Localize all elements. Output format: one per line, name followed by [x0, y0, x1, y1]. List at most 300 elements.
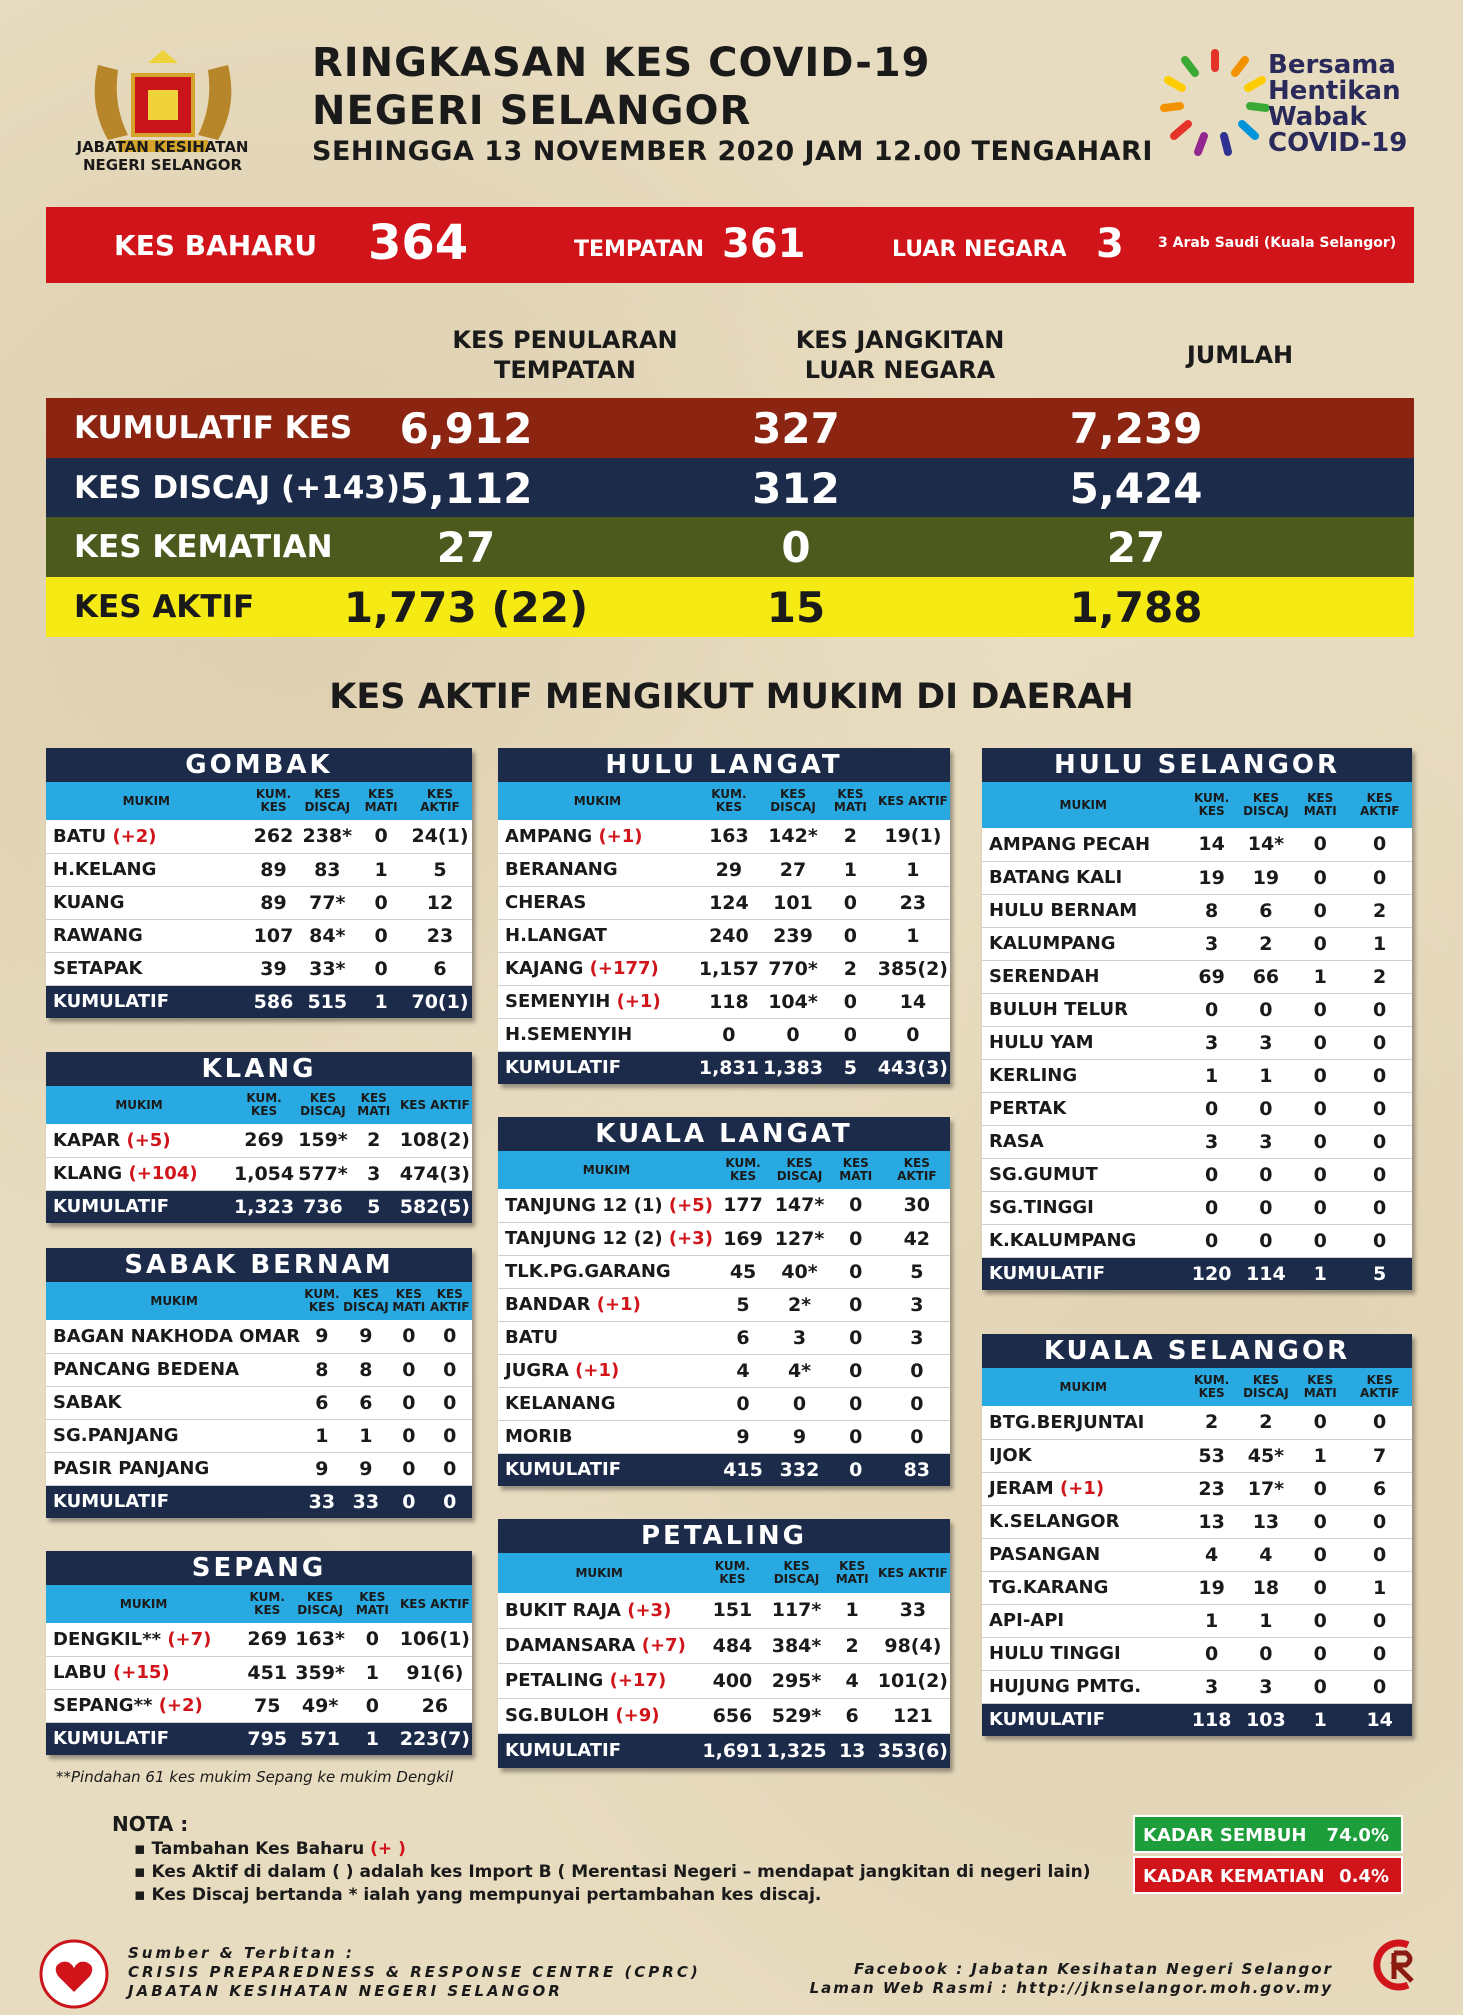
value-cell: 770*: [761, 952, 825, 985]
mukim-cell: HULU BERNAM: [982, 894, 1185, 927]
mukim-cell: IJOK: [982, 1439, 1185, 1472]
table-row: [982, 1637, 1412, 1670]
mukim-cell: KUMULATIF: [498, 1453, 715, 1486]
value-cell: 400: [700, 1663, 764, 1698]
summary-value: 15: [766, 583, 826, 632]
value-cell: 9: [302, 1320, 342, 1353]
value-cell: 0: [1239, 1191, 1293, 1224]
column-header-mukim: MUKIM: [46, 782, 247, 820]
summary-col-total: JUMLAH: [1186, 341, 1294, 369]
table-row: [982, 1439, 1412, 1472]
table-row: [982, 1538, 1412, 1571]
value-cell: 7: [1347, 1439, 1412, 1472]
value-cell: 9: [302, 1452, 342, 1485]
social-links: [810, 1960, 1333, 1998]
value-cell: 2: [1347, 894, 1412, 927]
mukim-cell: KAJANG (+177): [498, 952, 697, 985]
value-cell: 0: [1347, 861, 1412, 894]
mukim-cell: SETAPAK: [46, 952, 247, 985]
value-cell: 1: [302, 1419, 342, 1452]
mukim-cell: KALUMPANG: [982, 927, 1185, 960]
column-header-mukim: MUKIM: [46, 1585, 241, 1623]
value-cell: 6: [1239, 894, 1293, 927]
value-cell: 0: [1185, 1191, 1239, 1224]
value-cell: 49*: [293, 1689, 347, 1722]
summary-value: 6,912: [399, 404, 533, 453]
value-cell: 3: [1239, 1125, 1293, 1158]
value-cell: 13: [829, 1733, 876, 1768]
district-name: SEPANG: [46, 1551, 472, 1585]
value-cell: 5: [715, 1288, 771, 1321]
value-cell: 0: [761, 1018, 825, 1051]
table-row: [982, 1224, 1412, 1257]
total-row: [498, 1051, 950, 1084]
value-cell: 0: [1293, 1637, 1347, 1670]
value-cell: 6: [342, 1386, 390, 1419]
value-cell: 1,831: [697, 1051, 761, 1084]
mukim-cell: K.SELANGOR: [982, 1505, 1185, 1538]
value-cell: 0: [771, 1387, 828, 1420]
value-cell: 0: [884, 1420, 950, 1453]
value-cell: 0: [390, 1386, 427, 1419]
table-row: [46, 886, 472, 919]
value-cell: 0: [1239, 1224, 1293, 1257]
mukim-cell: CHERAS: [498, 886, 697, 919]
note-3: ▪ Kes Discaj bertanda * ialah yang mempunyai pertambahan kes discaj.: [134, 1885, 822, 1905]
value-cell: 1,323: [232, 1190, 296, 1223]
summary-row-label: KES KEMATIAN: [74, 529, 333, 565]
value-cell: 70(1): [408, 985, 472, 1018]
value-cell: 0: [1239, 993, 1293, 1026]
value-cell: 3: [884, 1321, 950, 1354]
value-cell: 3: [1185, 1670, 1239, 1703]
table-row: [46, 853, 472, 886]
total-row: [982, 1703, 1412, 1736]
total-row: [982, 1257, 1412, 1290]
value-cell: 0: [354, 919, 408, 952]
health-logo-icon: [38, 1938, 110, 2010]
value-cell: 0: [1347, 1637, 1412, 1670]
value-cell: 1: [876, 919, 950, 952]
column-header-kum: KUM. KES: [700, 1553, 764, 1593]
value-cell: 19: [1185, 1571, 1239, 1604]
value-cell: 0: [1293, 927, 1347, 960]
value-cell: 0: [1185, 1092, 1239, 1125]
column-header-mati: KES MATI: [829, 1553, 876, 1593]
mukim-cell: PANCANG BEDENA: [46, 1353, 302, 1386]
notes-heading: NOTA :: [112, 1812, 189, 1836]
district-table-gombak: [46, 748, 472, 1018]
mukim-cell: AMPANG PECAH: [982, 828, 1185, 861]
value-cell: 2: [829, 1628, 876, 1663]
value-cell: 0: [1347, 1059, 1412, 1092]
column-header-mukim: MUKIM: [982, 1368, 1185, 1406]
value-cell: 163*: [293, 1623, 347, 1656]
column-header-discaj: KES DISCAJ: [342, 1282, 390, 1320]
table-row: [498, 1593, 950, 1628]
mukim-cell: H.LANGAT: [498, 919, 697, 952]
value-cell: 0: [1293, 1224, 1347, 1257]
value-cell: 53: [1185, 1439, 1239, 1472]
luar-negara-note: 3 Arab Saudi (Kuala Selangor): [1158, 235, 1397, 251]
website-link[interactable]: Laman Web Rasmi : http://jknselangor.moh.gov.my: [809, 1979, 1333, 1997]
table-row: [46, 1353, 472, 1386]
mukim-cell: KUMULATIF: [46, 1190, 232, 1223]
table-row: [982, 1472, 1412, 1505]
value-cell: 5: [884, 1255, 950, 1288]
value-cell: 4: [1185, 1538, 1239, 1571]
total-row: [498, 1733, 950, 1768]
column-header-discaj: KES DISCAJ: [293, 1585, 347, 1623]
value-cell: 0: [1347, 1026, 1412, 1059]
value-cell: 14: [876, 985, 950, 1018]
table-row: [982, 1571, 1412, 1604]
district-name: KUALA SELANGOR: [982, 1334, 1412, 1368]
value-cell: 91(6): [398, 1656, 472, 1689]
summary-value: 7,239: [1069, 404, 1203, 453]
value-cell: 14*: [1239, 828, 1293, 861]
dept-name: JABATAN KESIHATAN NEGERI SELANGOR: [76, 138, 249, 174]
mukim-cell: BATU: [498, 1321, 715, 1354]
value-cell: 0: [828, 1387, 884, 1420]
cprc-logo-icon: [1368, 1935, 1428, 1995]
total-row: [46, 1190, 472, 1223]
value-cell: 223(7): [398, 1722, 472, 1755]
summary-value: 1,788: [1069, 583, 1203, 632]
value-cell: 0: [1347, 1406, 1412, 1439]
table-row: [982, 993, 1412, 1026]
value-cell: 4: [829, 1663, 876, 1698]
mukim-cell: SG.TINGGI: [982, 1191, 1185, 1224]
table-row: [982, 1604, 1412, 1637]
value-cell: 0: [390, 1485, 427, 1518]
mukim-cell: HUJUNG PMTG.: [982, 1670, 1185, 1703]
value-cell: 0: [884, 1387, 950, 1420]
table-row: [982, 927, 1412, 960]
value-cell: 19: [1239, 861, 1293, 894]
value-cell: 2: [825, 952, 876, 985]
value-cell: 0: [390, 1320, 427, 1353]
column-header-mati: KES MATI: [354, 782, 408, 820]
value-cell: 9: [715, 1420, 771, 1453]
mukim-cell: KUMULATIF: [46, 985, 247, 1018]
value-cell: 0: [428, 1419, 472, 1452]
value-cell: 66: [1239, 960, 1293, 993]
value-cell: 23: [1185, 1472, 1239, 1505]
value-cell: 33: [302, 1485, 342, 1518]
value-cell: 1,054: [232, 1157, 296, 1190]
column-header-kum: KUM. KES: [1185, 1368, 1239, 1406]
value-cell: 0: [1239, 1637, 1293, 1670]
column-header-discaj: KES DISCAJ: [761, 782, 825, 820]
value-cell: 240: [697, 919, 761, 952]
value-cell: 0: [1239, 1092, 1293, 1125]
total-row: [46, 985, 472, 1018]
table-row: [46, 1157, 472, 1190]
value-cell: 3: [771, 1321, 828, 1354]
value-cell: 2: [350, 1124, 398, 1157]
value-cell: 118: [697, 985, 761, 1018]
mukim-cell: K.KALUMPANG: [982, 1224, 1185, 1257]
value-cell: 0: [825, 985, 876, 1018]
value-cell: 5: [825, 1051, 876, 1084]
value-cell: 0: [828, 1321, 884, 1354]
value-cell: 42: [884, 1222, 950, 1255]
summary-value: 0: [781, 523, 811, 572]
value-cell: 0: [828, 1420, 884, 1453]
value-cell: 0: [1347, 1604, 1412, 1637]
value-cell: 0: [1347, 1505, 1412, 1538]
mukim-cell: SG.PANJANG: [46, 1419, 302, 1452]
mukim-cell: PERTAK: [982, 1092, 1185, 1125]
value-cell: 0: [428, 1386, 472, 1419]
table-row: [982, 861, 1412, 894]
mukim-cell: KUMULATIF: [46, 1722, 241, 1755]
note-2: ▪ Kes Aktif di dalam ( ) adalah kes Import B ( Merentasi Negeri – mendapat jangkitan di negeri lain): [134, 1862, 1091, 1882]
table-row: [46, 1623, 472, 1656]
mukim-cell: H.KELANG: [46, 853, 247, 886]
district-table-kualalangat: [498, 1117, 950, 1486]
column-header-kum: KUM. KES: [302, 1282, 342, 1320]
table-row: [46, 1452, 472, 1485]
value-cell: 4*: [771, 1354, 828, 1387]
table-row: [982, 1406, 1412, 1439]
value-cell: 0: [1293, 1059, 1347, 1092]
notes: [112, 1812, 1091, 1905]
value-cell: 4: [715, 1354, 771, 1387]
table-row: [46, 1419, 472, 1452]
facebook-link[interactable]: Facebook : Jabatan Kesihatan Negeri Selangor: [853, 1960, 1333, 1978]
value-cell: 24(1): [408, 820, 472, 853]
value-cell: 33*: [300, 952, 354, 985]
value-cell: 0: [1185, 1637, 1239, 1670]
table-row: [982, 1505, 1412, 1538]
value-cell: 1: [1239, 1059, 1293, 1092]
district-table-kualaselangor: [982, 1334, 1412, 1736]
summary-value: 27: [436, 523, 496, 572]
column-header-discaj: KES DISCAJ: [1239, 782, 1293, 828]
value-cell: 0: [1293, 828, 1347, 861]
mukim-cell: KUMULATIF: [498, 1733, 700, 1768]
table-row: [982, 1670, 1412, 1703]
table-row: [46, 820, 472, 853]
value-cell: 0: [1347, 1092, 1412, 1125]
column-header-aktif: KES AKTIF: [408, 782, 472, 820]
mukim-cell: BATANG KALI: [982, 861, 1185, 894]
value-cell: 474(3): [398, 1157, 472, 1190]
table-row: [498, 853, 950, 886]
value-cell: 0: [1185, 1158, 1239, 1191]
table-row: [498, 1354, 950, 1387]
mukim-cell: API-API: [982, 1604, 1185, 1637]
value-cell: 0: [1293, 1191, 1347, 1224]
mukim-cell: SG.GUMUT: [982, 1158, 1185, 1191]
column-header-aktif: KES AKTIF: [398, 1585, 472, 1623]
value-cell: 484: [700, 1628, 764, 1663]
value-cell: 8: [302, 1353, 342, 1386]
mukim-cell: H.SEMENYIH: [498, 1018, 697, 1051]
value-cell: 4: [1239, 1538, 1293, 1571]
column-header-discaj: KES DISCAJ: [771, 1151, 828, 1189]
value-cell: 0: [354, 952, 408, 985]
value-cell: 1: [1293, 960, 1347, 993]
column-header-mukim: MUKIM: [498, 1553, 700, 1593]
mukim-cell: KUMULATIF: [982, 1257, 1185, 1290]
summary-value: 5,112: [399, 464, 533, 513]
column-header-discaj: KES DISCAJ: [296, 1086, 350, 1124]
value-cell: 0: [428, 1452, 472, 1485]
value-cell: 1: [825, 853, 876, 886]
district-table-sabak: [46, 1248, 472, 1518]
value-cell: 0: [1293, 1538, 1347, 1571]
value-cell: 39: [247, 952, 301, 985]
mukim-cell: DENGKIL** (+7): [46, 1623, 241, 1656]
value-cell: 1: [1185, 1059, 1239, 1092]
value-cell: 9: [771, 1420, 828, 1453]
tempatan-label: TEMPATAN: [574, 237, 705, 262]
value-cell: 2*: [771, 1288, 828, 1321]
district-table-petaling: [498, 1519, 950, 1768]
value-cell: 77*: [300, 886, 354, 919]
value-cell: 0: [1347, 993, 1412, 1026]
mukim-cell: BULUH TELUR: [982, 993, 1185, 1026]
table-row: [982, 1191, 1412, 1224]
value-cell: 1: [342, 1419, 390, 1452]
value-cell: 0: [428, 1353, 472, 1386]
value-cell: 6: [302, 1386, 342, 1419]
table-row: [498, 886, 950, 919]
value-cell: 0: [1293, 1125, 1347, 1158]
value-cell: 3: [350, 1157, 398, 1190]
summary-value: 327: [752, 404, 840, 453]
column-header-aktif: KES AKTIF: [1347, 1368, 1412, 1406]
value-cell: 33: [342, 1485, 390, 1518]
district-table-klang: [46, 1052, 472, 1223]
value-cell: 0: [1293, 1406, 1347, 1439]
value-cell: 104*: [761, 985, 825, 1018]
column-header-mati: KES MATI: [828, 1151, 884, 1189]
value-cell: 3: [1185, 1026, 1239, 1059]
value-cell: 1: [829, 1593, 876, 1628]
value-cell: 26: [398, 1689, 472, 1722]
table-row: [46, 1689, 472, 1722]
tempatan-value: 361: [722, 221, 806, 267]
value-cell: 1,691: [700, 1733, 764, 1768]
value-cell: 2: [1239, 927, 1293, 960]
value-cell: 1: [1347, 1571, 1412, 1604]
value-cell: 0: [1239, 1158, 1293, 1191]
value-cell: 577*: [296, 1157, 350, 1190]
value-cell: 12: [408, 886, 472, 919]
summary-value: 5,424: [1069, 464, 1203, 513]
value-cell: 14: [1347, 1703, 1412, 1736]
district-table-huluselangor: [982, 748, 1412, 1290]
mukim-cell: TANJUNG 12 (1) (+5): [498, 1189, 715, 1222]
value-cell: 169: [715, 1222, 771, 1255]
table-row: [982, 1026, 1412, 1059]
value-cell: 415: [715, 1453, 771, 1486]
value-cell: 262: [247, 820, 301, 853]
mukim-cell: HULU YAM: [982, 1026, 1185, 1059]
value-cell: 75: [241, 1689, 293, 1722]
value-cell: 1: [354, 853, 408, 886]
value-cell: 0: [828, 1453, 884, 1486]
value-cell: 0: [1293, 861, 1347, 894]
summary-row: [46, 398, 1414, 458]
value-cell: 1: [1293, 1439, 1347, 1472]
value-cell: 1: [1185, 1604, 1239, 1637]
mukim-cell: KERLING: [982, 1059, 1185, 1092]
mukim-cell: SG.BULOH (+9): [498, 1698, 700, 1733]
value-cell: 98(4): [876, 1628, 950, 1663]
table-row: [982, 1125, 1412, 1158]
value-cell: 89: [247, 853, 301, 886]
value-cell: 124: [697, 886, 761, 919]
value-cell: 107: [247, 919, 301, 952]
mukim-cell: SABAK: [46, 1386, 302, 1419]
column-header-mati: KES MATI: [1293, 782, 1347, 828]
district-name: HULU LANGAT: [498, 748, 950, 782]
table-row: [982, 1092, 1412, 1125]
recovery-rate: KADAR SEMBUH 74.0%: [1133, 1815, 1403, 1853]
luar-negara-value: 3: [1096, 221, 1124, 267]
value-cell: 795: [241, 1722, 293, 1755]
district-name: KLANG: [46, 1052, 472, 1086]
column-header-discaj: KES DISCAJ: [764, 1553, 828, 1593]
mukim-cell: KLANG (+104): [46, 1157, 232, 1190]
table-row: [982, 1158, 1412, 1191]
table-row: [498, 1387, 950, 1420]
value-cell: 0: [1293, 1472, 1347, 1505]
value-cell: 2: [1347, 960, 1412, 993]
value-cell: 0: [390, 1452, 427, 1485]
value-cell: 0: [390, 1353, 427, 1386]
death-rate: KADAR KEMATIAN 0.4%: [1133, 1856, 1403, 1894]
value-cell: 353(6): [876, 1733, 950, 1768]
value-cell: 106(1): [398, 1623, 472, 1656]
value-cell: 163: [697, 820, 761, 853]
value-cell: 9: [342, 1320, 390, 1353]
value-cell: 1: [347, 1722, 398, 1755]
summary-row: [46, 517, 1414, 577]
district-table-hululangat: [498, 748, 950, 1084]
value-cell: 0: [354, 820, 408, 853]
value-cell: 0: [1347, 1158, 1412, 1191]
table-row: [982, 960, 1412, 993]
value-cell: 0: [1347, 1125, 1412, 1158]
value-cell: 6: [715, 1321, 771, 1354]
value-cell: 3: [884, 1288, 950, 1321]
column-header-mati: KES MATI: [1293, 1368, 1347, 1406]
value-cell: 103: [1239, 1703, 1293, 1736]
value-cell: 0: [828, 1288, 884, 1321]
summary-row-label: KES AKTIF: [74, 589, 255, 625]
value-cell: 0: [884, 1354, 950, 1387]
table-row: [498, 1628, 950, 1663]
value-cell: 0: [1347, 1224, 1412, 1257]
value-cell: 89: [247, 886, 301, 919]
value-cell: 2: [1239, 1406, 1293, 1439]
table-row: [498, 1698, 950, 1733]
value-cell: 0: [1347, 1538, 1412, 1571]
value-cell: 19(1): [876, 820, 950, 853]
value-cell: 1: [354, 985, 408, 1018]
value-cell: 0: [1293, 1158, 1347, 1191]
table-row: [498, 820, 950, 853]
value-cell: 29: [697, 853, 761, 886]
value-cell: 0: [1293, 1670, 1347, 1703]
value-cell: 582(5): [398, 1190, 472, 1223]
